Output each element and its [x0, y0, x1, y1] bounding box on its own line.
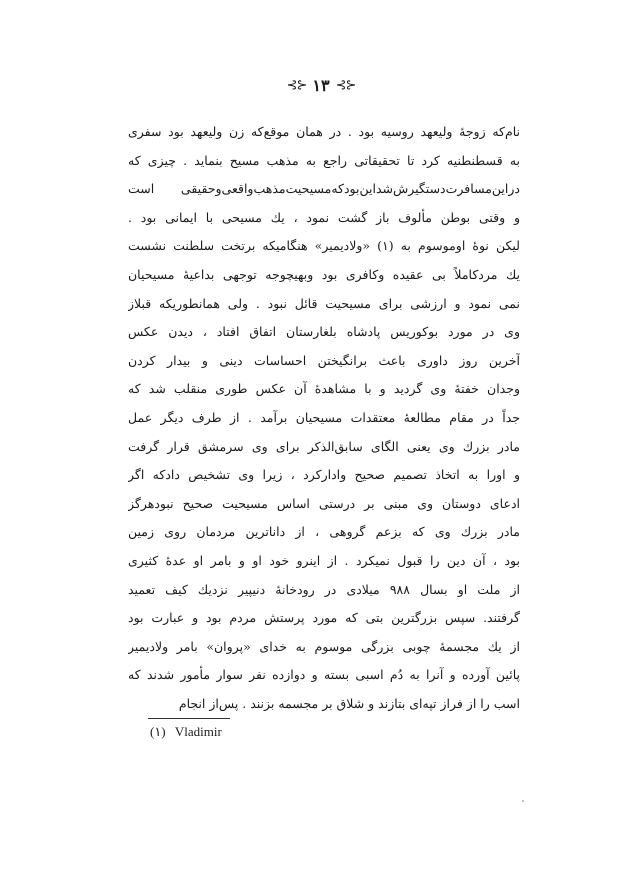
ornament-right-icon: ⊰⊱	[335, 78, 356, 93]
text-line: ادعای دوستان وی مبنی بر درستی اساس مسیحیت صحیح نبودهرگز	[128, 495, 520, 511]
text-line: به قسطنطنیه کرد تا تحقیقاتی راجع به مذهب مسیح بنماید . چیزی که	[128, 152, 520, 168]
text-line: مادر بزرك وی یعنی الگای سابق‌الذکر برای وی سرمشق قرار گرفت	[128, 438, 520, 454]
text-line: از یك مجسمهٔ چوبی بزرگی موسوم به خدای «پروان» بامر ولادیمیر	[128, 638, 520, 654]
text-line: گرفتند. سپس بزرگترین بتی که مورد پرستش مردم بود و عبارت بود	[128, 610, 520, 626]
text-line: یك مردکاملاً بی عقیده وکافری بود وبهیچوجه توجهی بداعیهٔ مسیحیان	[128, 266, 520, 282]
body-text	[128, 118, 520, 718]
text-line: نمی نمود و ارزشی برای مسیحیت قائل نبود . ولی همانطوریکه قبلاز	[128, 295, 520, 311]
footnote-number: (۱)	[150, 724, 166, 739]
footnote	[150, 723, 222, 741]
text-line: لیکن نوهٔ اوموسوم به (۱) «ولادیمیر» هنگامیکه برتخت سلطنت نشست	[128, 238, 520, 254]
text-line: از ملت او بسال ۹۸۸ میلادی در رودخانهٔ دنیپیر نزدیك کیف تعمید	[128, 581, 520, 597]
page-number: ۱۳	[312, 76, 330, 95]
text-line: آخرین روز داوری باعث برانگیختن احساسات دینی و بیدار کردن	[128, 352, 520, 368]
text-line: و وقتی بوطن مألوف باز گشت نمود ، یك مسیحی با ایمانی بود .	[128, 209, 520, 225]
page-speck	[522, 800, 524, 802]
text-line: نام‌که زوجهٔ ولیعهد روسیه بود . در همان موقع‌که زن ولیعهد بود سفری	[128, 124, 520, 139]
text-line: جداً در مقام مطالعهٔ معتقدات مسیحیان برآمد . از طرف دیگر عمل	[128, 409, 520, 425]
text-line: دراین‌مسافرت‌دستگیرش‌شداین‌بودکه‌مسیحیت‌مذهب‌واقعی‌وحقیقی است	[128, 181, 520, 197]
footnote-divider	[148, 718, 230, 719]
text-line: وجدان خفتهٔ وی گردید و با مشاهدهٔ آن عکس طوری منقلب شد که	[128, 381, 520, 397]
footnote-text: Vladimir	[174, 724, 222, 739]
text-line: و اورا به اتخاذ تصمیم صحیح وادارکرد ، زیرا وی تشخیص دادکه اگر	[128, 467, 520, 483]
text-line: پائین آورده و آنرا به دُم اسبی بسته و دوازده نفر سوار مأمور شدند که	[128, 667, 520, 683]
ornament-left-icon: ⊰⊱	[286, 78, 307, 93]
text-line: وی در مورد بوکوریس پادشاه بلغارستان اتفاق افتاد ، دیدن عکس	[128, 324, 520, 340]
text-line: بود ، آن دین را قبول نمیکرد . از اینرو خود او و بامر او عدهٔ کثیری	[128, 552, 520, 568]
text-line: مادر بزرك وی که بزعم گروهی ، از داناترین مردمان روی زمین	[128, 524, 520, 540]
page-header	[0, 76, 642, 95]
text-line: اسب را از فراز تپه‌ای بتازند و شلاق بر مجسمه بزنند . پس‌از انجام	[178, 695, 520, 711]
